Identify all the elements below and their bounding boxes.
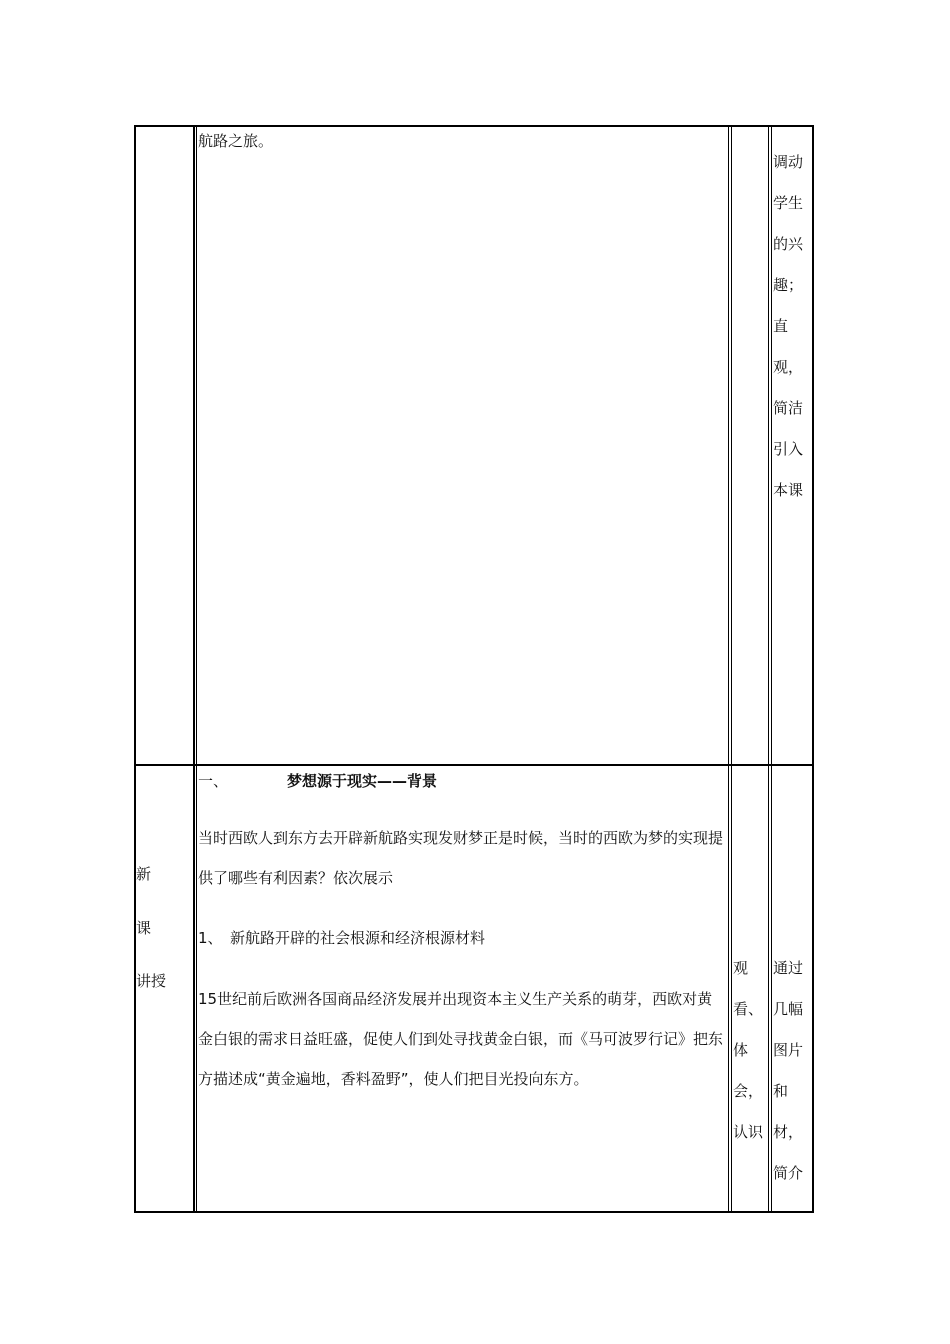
row-divider [134,764,814,766]
column-divider-2 [728,125,729,1213]
row2-stage-column [136,864,192,991]
row1-purpose-line: 学生 [773,194,804,212]
student-activity-line: 体 [733,1041,749,1059]
table-bottom-border [134,1211,814,1213]
student-activity-line: 认识 [733,1123,764,1141]
row1-purpose-line: 观， [773,358,804,376]
student-activity-line: 会， [733,1082,764,1100]
row2-purpose-line: 几幅 [773,1000,804,1018]
column-divider-3-inner [771,125,772,1213]
student-activity-line: 看、 [733,1000,764,1018]
table-left-border [134,125,136,1213]
row1-purpose-line: 调动 [773,153,804,171]
row1-purpose-line: 本课 [773,481,804,499]
row2-student-column [733,958,767,1142]
intro-paragraph: 当时西欧人到东方去开辟新航路实现发财梦正是时候，当时的西欧为梦的实现提供了哪些有利因素？依次展示 [198,829,724,887]
row1-purpose-line: 简洁 [773,399,804,417]
column-divider-3 [768,125,769,1213]
student-activity-line: 观 [733,959,749,977]
row2-purpose-line: 图片 [773,1041,804,1059]
row1-purpose-line: 直 [773,317,789,335]
row1-purpose-line: 的兴 [773,235,804,253]
row2-purpose-line: 简介 [773,1164,804,1182]
row2-purpose-line: 通过 [773,959,804,977]
row1-content-text: 航路之旅。 [198,132,274,150]
stage-label: 课 [136,919,152,937]
section-heading: 梦想源于现实——背景 [287,772,438,790]
row2-purpose-column [773,958,811,1183]
column-divider-1-inner [196,125,197,1213]
subheading-number: 1、 [198,929,223,947]
row1-purpose-line: 引入 [773,440,804,458]
table-top-border [134,125,814,127]
column-divider-2-inner [731,125,732,1213]
row2-purpose-line: 和 [773,1082,789,1100]
stage-label: 讲授 [136,972,167,990]
row1-purpose-line: 趣； [773,276,804,294]
column-divider-1 [193,125,195,1213]
section-heading-number: 一、 [198,772,229,790]
row2-purpose-line: 材， [773,1123,804,1141]
stage-label: 新 [136,865,152,883]
table-right-border [812,125,814,1213]
subheading: 新航路开辟的社会根源和经济根源材料 [230,929,486,947]
body-paragraph: 15世纪前后欧洲各国商品经济发展并出现资本主义生产关系的萌芽，西欧对黄金白银的需求日益旺盛，促使人们到处寻找黄金白银，而《马可波罗行记》把东方描述成“黄金遍地，香料盈野”，使人们把目光投向东方。 [198,990,724,1088]
row1-purpose-column [773,152,811,521]
